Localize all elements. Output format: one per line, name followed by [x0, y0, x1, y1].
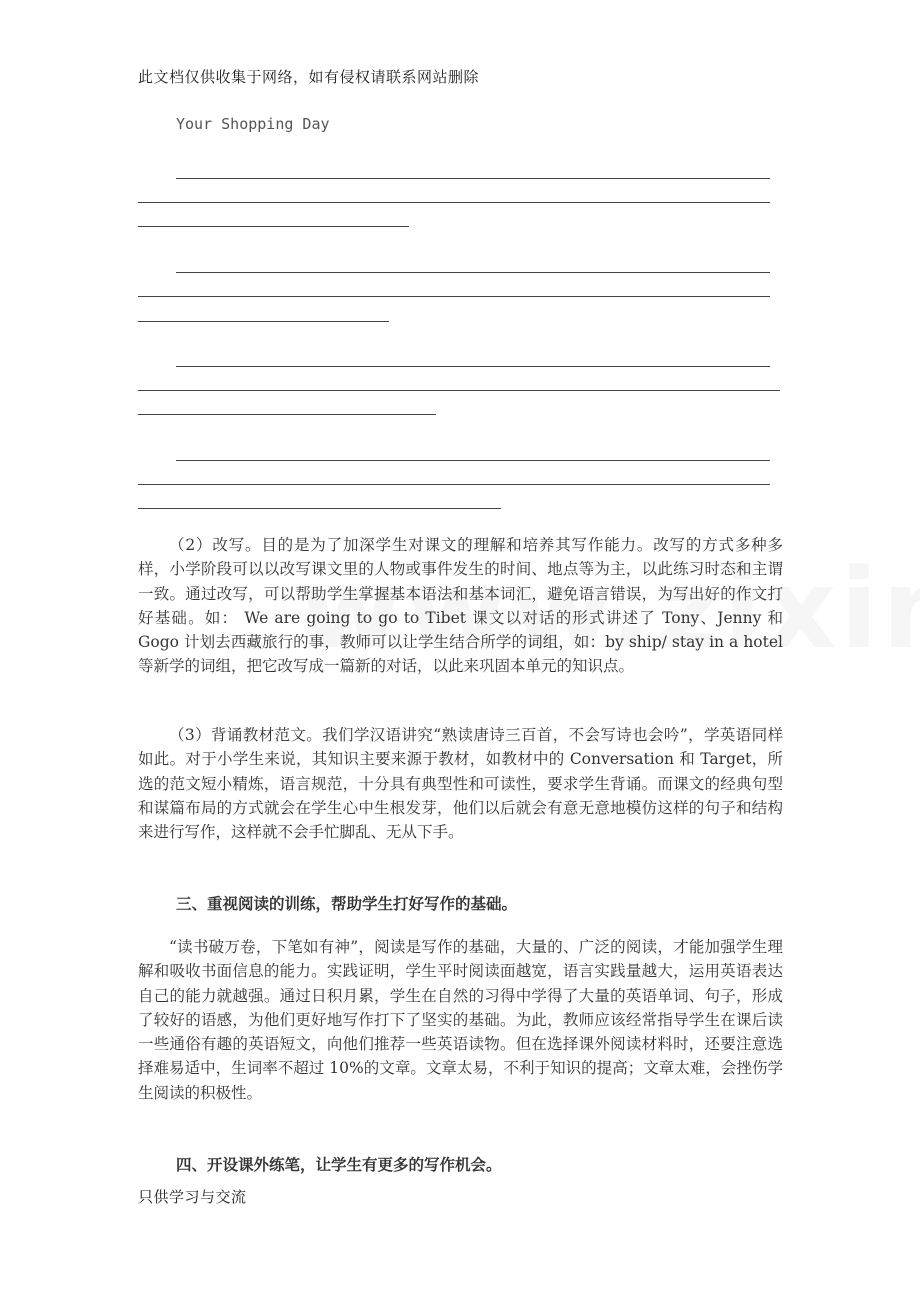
- writing-line: [138, 202, 770, 203]
- section-heading-3: 三、重视阅读的训练，帮助学生打好写作的基础。: [176, 895, 518, 913]
- writing-line: [176, 366, 770, 367]
- section-heading-4: 四、开设课外练笔，让学生有更多的写作机会。: [176, 1156, 502, 1174]
- writing-line: [138, 414, 436, 415]
- writing-line: [138, 390, 780, 391]
- paragraph-recite: （3）背诵教材范文。我们学汉语讲究“熟读唐诗三百首，不会写诗也会吟”，学英语同样如此。对于小学生来说，其知识主要来源于教材，如教材中的 Conversation 和 Target，所选的范文短小精炼，语言规范，十分具有典型性和可读性，要求学生背诵。而课文的经典句型和谋篇布局的方式就会在学生心中生根发芽，他们以后就会有意无意地模仿这样的句子和结构来进行写作，这样就不会手忙脚乱、无从下手。: [138, 726, 783, 842]
- writing-line: [138, 296, 770, 297]
- writing-line: [138, 508, 501, 509]
- writing-line: [138, 484, 770, 485]
- writing-line: [176, 460, 770, 461]
- paragraph-rewrite: （2）改写。目的是为了加深学生对课文的理解和培养其写作能力。改写的方式多种多样，小学阶段可以以改写课文里的人物或事件发生的时间、地点等为主，以此练习时态和主谓一致。通过改写，可以帮助学生掌握基本语法和基本词汇，避免语言错误，为写出好的作文打好基础。如： We are going to go to Tibet 课文以对话的形式讲述了 Tony、Jenny 和 Gogo 计划去西藏旅行的事，教师可以让学生结合所学的词组，如：by ship/ stay in a hotel 等新学的词组，把它改写成一篇新的对话，以此来巩固本单元的知识点。: [138, 536, 783, 676]
- writing-line: [176, 272, 770, 273]
- writing-line: [138, 321, 389, 322]
- footer-disclaimer: 只供学习与交流: [138, 1188, 247, 1206]
- paragraph-reading: “读书破万卷，下笔如有神”，阅读是写作的基础，大量的、广泛的阅读，才能加强学生理解和吸收书面信息的能力。实践证明，学生平时阅读面越宽，语言实践量越大，运用英语表达自己的能力就越强。通过日积月累，学生在自然的习得中学得了大量的英语单词、句子，形成了较好的语感，为他们更好地写作打下了坚实的基础。为此，教师应该经常指导学生在课后读一些通俗有趣的英语短文，向他们推荐一些英语读物。但在选择课外阅读材料时，还要注意选择难易适中，生词率不超过 10%的文章。文章太易，不利于知识的提高；文章太难，会挫伤学生阅读的积极性。: [138, 938, 783, 1102]
- worksheet-title: Your Shopping Day: [176, 115, 330, 133]
- writing-line: [138, 226, 409, 227]
- header-disclaimer: 此文档仅供收集于网络，如有侵权请联系网站删除: [138, 68, 480, 86]
- writing-line: [176, 178, 770, 179]
